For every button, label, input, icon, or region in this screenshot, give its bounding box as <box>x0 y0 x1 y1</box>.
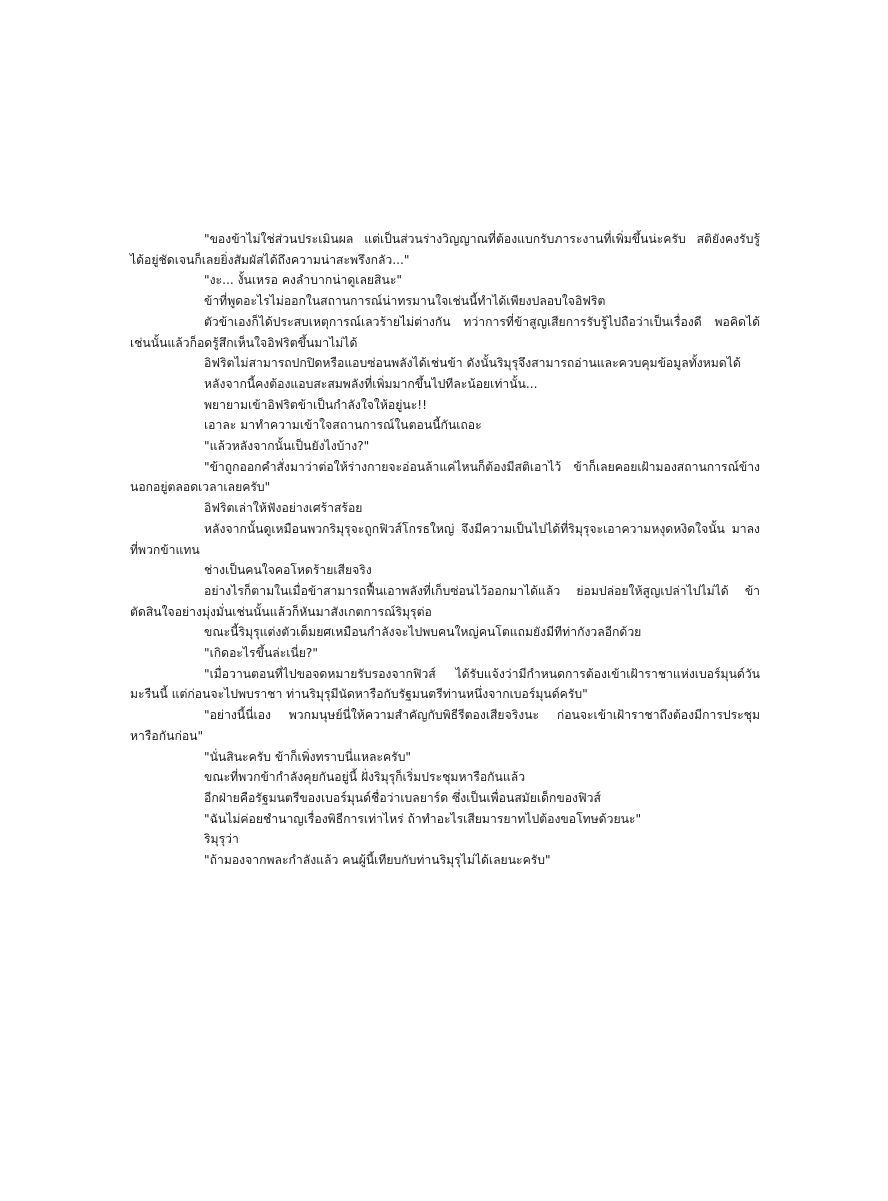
paragraph: ข้าที่พูดอะไรไม่ออกในสถานการณ์น่าทรมานใจเช่นนี้ทำได้เพียงปลอบใจอิฟริต <box>204 294 606 309</box>
paragraph: หลังจากนี้คงต้องแอบสะสมพลังที่เพิ่มมากขึ้นไปทีละน้อยเท่านั้น... <box>204 376 538 391</box>
paragraph: "แล้วหลังจากนั้นเป็นยังไงบ้าง?" <box>204 439 370 454</box>
paragraph: "อย่างนี้นี่เอง พวกมนุษย์นี่ให้ความสำคัญกับพิธีรีตองเสียจริงนะ ก่อนจะเข้าเฝ้าราชาถึงต้องมีการประชุมหารือกันก่อน" <box>130 708 760 743</box>
paragraph: ริมุรุว่า <box>204 832 239 847</box>
paragraph: "นั่นสินะครับ ข้าก็เพิ่งทราบนี่แหละครับ" <box>204 749 412 764</box>
paragraph: อย่างไรก็ตามในเมื่อข้าสามารถฟื้นเอาพลังที่เก็บซ่อนไว้ออกมาได้แล้ว ย่อมปล่อยให้สูญเปล่าไปไม่ได้ ข้าตัดสินใจอย่างมุ่งมั่นเช่นนั้นแล้วก็หันมาสังเกตการณ์ริมุรุต่อ <box>130 583 760 619</box>
paragraph: ตัวข้าเองก็ได้ประสบเหตุการณ์เลวร้ายไม่ต่างกัน ทว่าการที่ข้าสูญเสียการรับรู้ไปถือว่าเป็นเรื่องดี พอคิดได้เช่นนั้นแล้วก็อดรู้สึกเห็นใจอิฟริตขึ้นมาไม่ได้ <box>130 314 760 350</box>
paragraph: พยายามเข้าอิฟริตข้าเป็นกำลังใจให้อยู่นะ!! <box>204 397 428 412</box>
body-text <box>130 229 760 871</box>
paragraph: ขณะที่พวกข้ากำลังคุยกันอยู่นี้ ฝั่งริมุรุก็เริ่มประชุมหารือกันแล้ว <box>204 770 526 785</box>
paragraph: อิฟริตเล่าให้ฟังอย่างเศร้าสร้อย <box>204 501 363 516</box>
paragraph: อีกฝ่ายคือรัฐมนตรีของเบอร์มุนด์ชื่อว่าเบลยาร์ด ซึ่งเป็นเพื่อนสมัยเด็กของฟิวส์ <box>204 790 601 805</box>
paragraph: อิฟริตไม่สามารถปกปิดหรือแอบซ่อนพลังได้เช่นข้า ดังนั้นริมุรุจึงสามารถอ่านและควบคุมข้อมูลทั้งหมดได้ <box>204 356 741 371</box>
paragraph: ช่างเป็นคนใจคอโหดร้ายเสียจริง <box>204 563 372 578</box>
paragraph: "ข้าถูกออกคำสั่งมาว่าต่อให้ร่างกายจะอ่อนล้าแค่ไหนก็ต้องมีสติเอาไว้ ข้าก็เลยคอยเฝ้ามองสถานการณ์ข้างนอกอยู่ตลอดเวลาเลยครับ" <box>130 459 760 495</box>
paragraph: ขณะนี้ริมุรุแต่งตัวเต็มยศเหมือนกำลังจะไปพบคนใหญ่คนโตแถมยังมีทีท่ากังวลอีกด้วย <box>204 625 642 640</box>
paragraph: "ถ้ามองจากพละกำลังแล้ว คนผู้นี้เทียบกับท่านริมุรุไม่ได้เลยนะครับ" <box>204 853 551 868</box>
paragraph: "เมื่อวานตอนที่ไปขอจดหมายรับรองจากฟิวส์ ได้รับแจ้งว่ามีกำหนดการต้องเข้าเฝ้าราชาแห่งเบอร์มุนด์วันมะรืนนี้ แต่ก่อนจะไปพบราชา ท่านริมุรุมีนัดหารือกับรัฐมนตรีท่านหนึ่งจากเบอร์มุนด์ครับ" <box>130 666 760 702</box>
paragraph: หลังจากนั้นดูเหมือนพวกริมุรุจะถูกฟิวส์โกรธใหญ่ จึงมีความเป็นไปได้ที่ริมุรุจะเอาความหงุดหงิดใจนั้น มาลงที่พวกข้าแทน <box>130 521 760 557</box>
paragraph: "งะ... งั้นเหรอ คงลำบากน่าดูเลยสินะ" <box>204 273 402 288</box>
paragraph: "เกิดอะไรขึ้นล่ะเนี่ย?" <box>204 646 318 661</box>
paragraph: เอาละ มาทำความเข้าใจสถานการณ์ในตอนนี้กันเถอะ <box>204 418 482 433</box>
paragraph: "ของข้าไม่ใช่ส่วนประเมินผล แต่เป็นส่วนร่างวิญญาณที่ต้องแบกรับภาระงานที่เพิ่มขึ้นน่ะครับ สติยังคงรับรู้ได้อยู่ชัดเจนก็เลยยิ่งสัมผัสได้ถึงความน่าสะพรึงกลัว..." <box>130 232 760 267</box>
paragraph: "ฉันไม่ค่อยชำนาญเรื่องพิธีการเท่าไหร่ ถ้าทำอะไรเสียมารยาทไปต้องขอโทษด้วยนะ" <box>204 811 642 826</box>
